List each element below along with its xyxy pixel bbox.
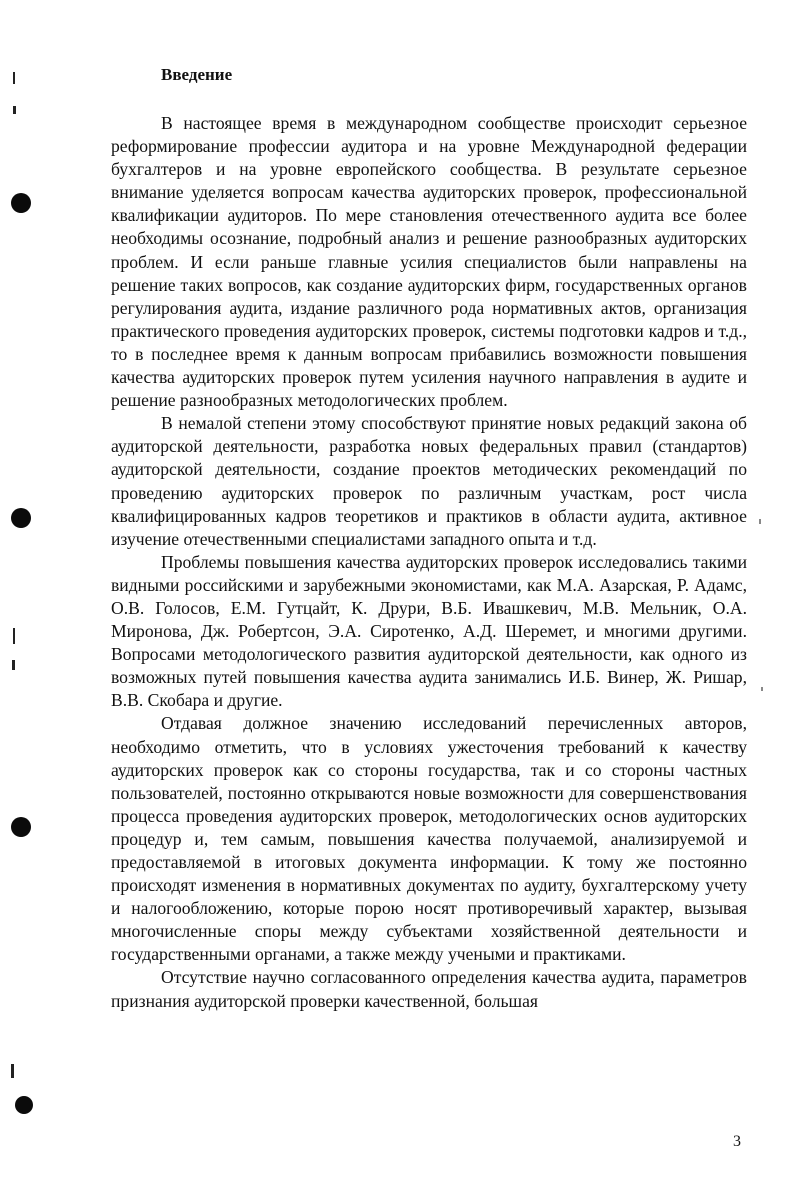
scan-speck [12,660,15,670]
scan-speck [13,106,16,114]
binder-hole-mark [11,817,31,837]
binder-hole-mark [11,193,31,213]
scan-speck [759,519,761,524]
paragraph: Проблемы повышения качества аудиторских проверок исследовались такими видными российскими и зарубежными экономистами, как М.А. Азарская, Р. Адамс, О.В. Голосов, Е.М. Гутцайт, К. Друри, В.Б. Ивашкевич, М.В. Мельник, О.А. Миронова, Дж. Робертсон, Э.А. Сиротенко, А.Д. Шеремет, и многими другими. Вопросами методологического развития аудиторской деятельности, как одного из возможных путей повышения качества аудита занимались И.Б. Винер, Ж. Ришар, В.В. Скобара и другие. [111,551,747,711]
body-text [111,112,747,1013]
page-number: 3 [733,1133,741,1150]
scan-speck [11,1064,14,1078]
paragraph: В настоящее время в международном сообществе происходит серьезное реформирование профессии аудитора и на уровне Международной федерации бухгалтеров и на уровне европейского сообщества. В результате серьезное внимание уделяется вопросам качества аудиторских проверок, профессиональной квалификации аудиторов. По мере становления отечественного аудита все более необходимы осознание, подробный анализ и решение разнообразных аудиторских проблем. И если раньше главные усилия специалистов были направлены на решение таких вопросов, как создание аудиторских фирм, государственных органов регулирования аудита, издание различного рода нормативных актов, организация практического проведения аудиторских проверок, системы подготовки кадров и т.д., то в последнее время к данным вопросам прибавились возможности повышения качества аудиторских проверок путем усиления научного направления в аудите и решение разнообразных методологических проблем. [111,113,747,411]
paragraph: Отсутствие научно согласованного определения качества аудита, параметров признания аудиторской проверки качественной, большая [111,967,747,1011]
scan-speck [13,72,15,84]
scan-speck [13,628,15,644]
binder-hole-mark [11,508,31,528]
paragraph: Отдавая должное значению исследований перечисленных авторов, необходимо отметить, что в условиях ужесточения требований к качеству аудиторских проверок как со стороны государства, так и со стороны частных пользователей, постоянно открываются новые возможности для совершенствования процесса проведения аудиторских проверок, методологических основ аудиторских процедур и, тем самым, повышения качества получаемой, анализируемой и предоставляемой в итоговых документа информации. К тому же постоянно происходят изменения в нормативных документах по аудиту, бухгалтерскому учету и налогообложению, которые порою носят противоречивый характер, вызывая многочисленные споры между субъектами хозяйственной деятельности и государственными органами, а также между учеными и практиками. [111,713,747,965]
binder-hole-mark [15,1096,33,1114]
paragraph: В немалой степени этому способствуют принятие новых редакций закона об аудиторской деятельности, разработка новых федеральных правил (стандартов) аудиторской деятельности, создание проектов методических рекомендаций по проведению аудиторских проверок по различным участкам, рост числа квалифицированных кадров теоретиков и практиков в области аудита, активное изучение отечественными специалистами западного опыта и т.д. [111,413,747,549]
scan-speck [761,687,763,691]
section-heading: Введение [161,65,233,84]
